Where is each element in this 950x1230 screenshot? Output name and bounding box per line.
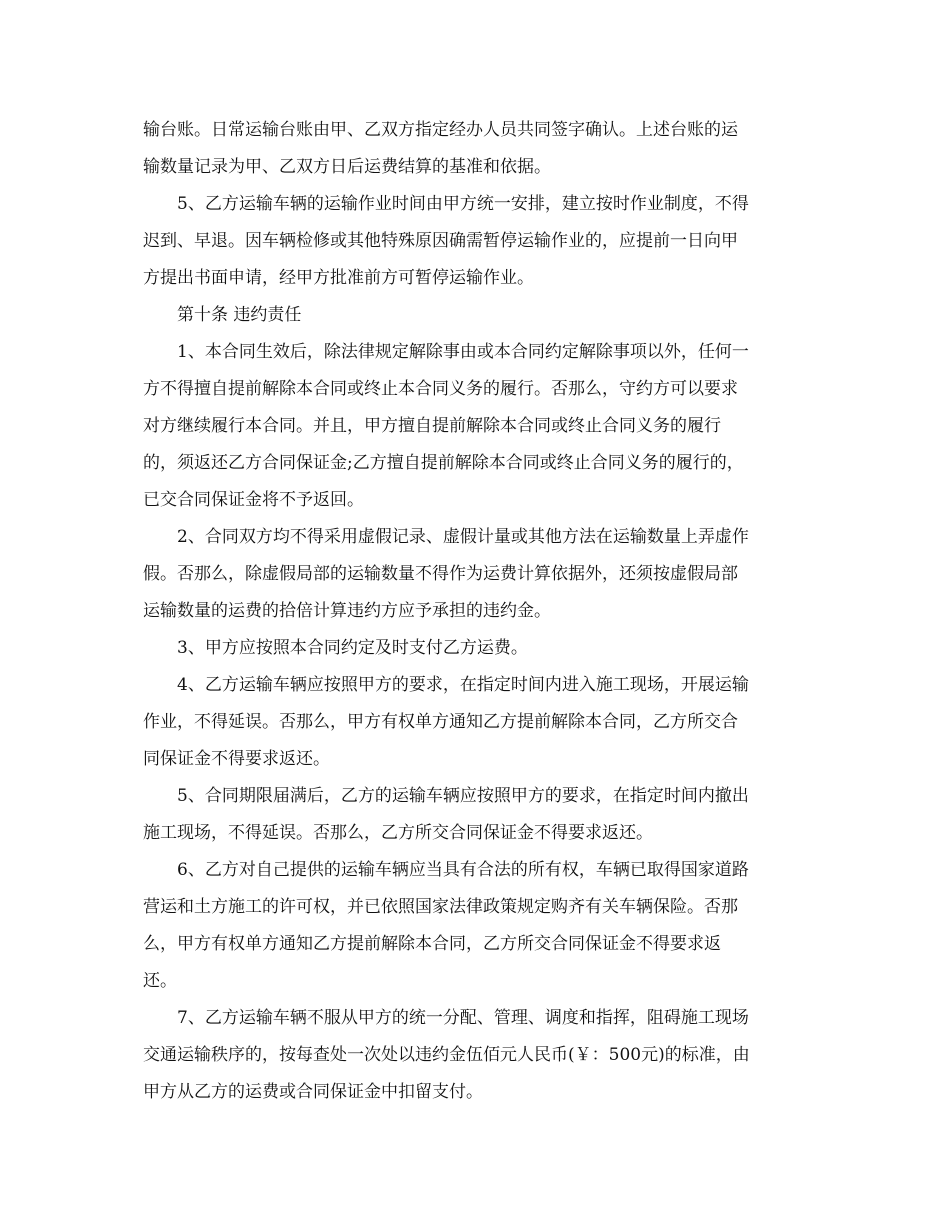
text-line: 同保证金不得要求返还。	[143, 749, 330, 769]
text-line: 作业，不得延误。否那么，甲方有权单方通知乙方提前解除本合同，乙方所交合	[143, 712, 738, 732]
text-line: 方不得擅自提前解除本合同或终止本合同义务的履行。否那么，守约方可以要求	[143, 379, 738, 399]
text-line: 甲方从乙方的运费或合同保证金中扣留支付。	[143, 1082, 483, 1102]
paragraph-clause-5b: 5、合同期限届满后，乙方的运输车辆应按照甲方的要求，在指定时间内撤出	[177, 786, 749, 806]
paragraph-clause-3: 3、甲方应按照本合同约定及时支付乙方运费。	[177, 638, 528, 658]
text-line: 假。否那么，除虚假局部的运输数量不得作为运费计算依据外，还须按虚假局部	[143, 564, 738, 584]
paragraph-clause-7: 7、乙方运输车辆不服从甲方的统一分配、管理、调度和指挥，阻碍施工现场	[177, 1008, 749, 1028]
text-line: 还。	[143, 971, 177, 991]
text-line: 方提出书面申请，经甲方批准前方可暂停运输作业。	[143, 268, 534, 288]
text-line: 迟到、早退。因车辆检修或其他特殊原因确需暂停运输作业的，应提前一日向甲	[143, 231, 738, 251]
text-line: 已交合同保证金将不予返回。	[143, 490, 364, 510]
paragraph-clause-6: 6、乙方对自己提供的运输车辆应当具有合法的所有权，车辆已取得国家道路	[177, 860, 749, 880]
paragraph-clause-2: 2、合同双方均不得采用虚假记录、虚假计量或其他方法在运输数量上弄虚作	[177, 527, 749, 547]
paragraph-clause-4: 4、乙方运输车辆应按照甲方的要求，在指定时间内进入施工现场，开展运输	[177, 675, 749, 695]
text-line: 输台账。日常运输台账由甲、乙双方指定经办人员共同签字确认。上述台账的运	[143, 120, 738, 140]
text-line: 对方继续履行本合同。并且，甲方擅自提前解除本合同或终止合同义务的履行	[143, 416, 721, 436]
text-line: 运输数量的运费的拾倍计算违约方应予承担的违约金。	[143, 601, 551, 621]
text-line: 施工现场，不得延误。否那么，乙方所交合同保证金不得要求返还。	[143, 823, 653, 843]
paragraph-clause-1: 1、本合同生效后，除法律规定解除事由或本合同约定解除事项以外，任何一	[177, 342, 749, 362]
paragraph-clause-5: 5、乙方运输车辆的运输作业时间由甲方统一安排，建立按时作业制度，不得	[177, 194, 749, 214]
text-line: 输数量记录为甲、乙双方日后运费结算的基准和依据。	[143, 157, 551, 177]
text-line: 交通运输秩序的，按每查处一次处以违约金伍佰元人民币(￥：500元)的标准，由	[143, 1045, 750, 1065]
section-heading: 第十条 违约责任	[177, 305, 302, 325]
text-line: 么，甲方有权单方通知乙方提前解除本合同，乙方所交合同保证金不得要求返	[143, 934, 721, 954]
text-line: 营运和土方施工的许可权，并已依照国家法律政策规定购齐有关车辆保险。否那	[143, 897, 738, 917]
text-line: 的，须返还乙方合同保证金;乙方擅自提前解除本合同或终止合同义务的履行的，	[143, 453, 744, 473]
document-body	[143, 112, 811, 1111]
